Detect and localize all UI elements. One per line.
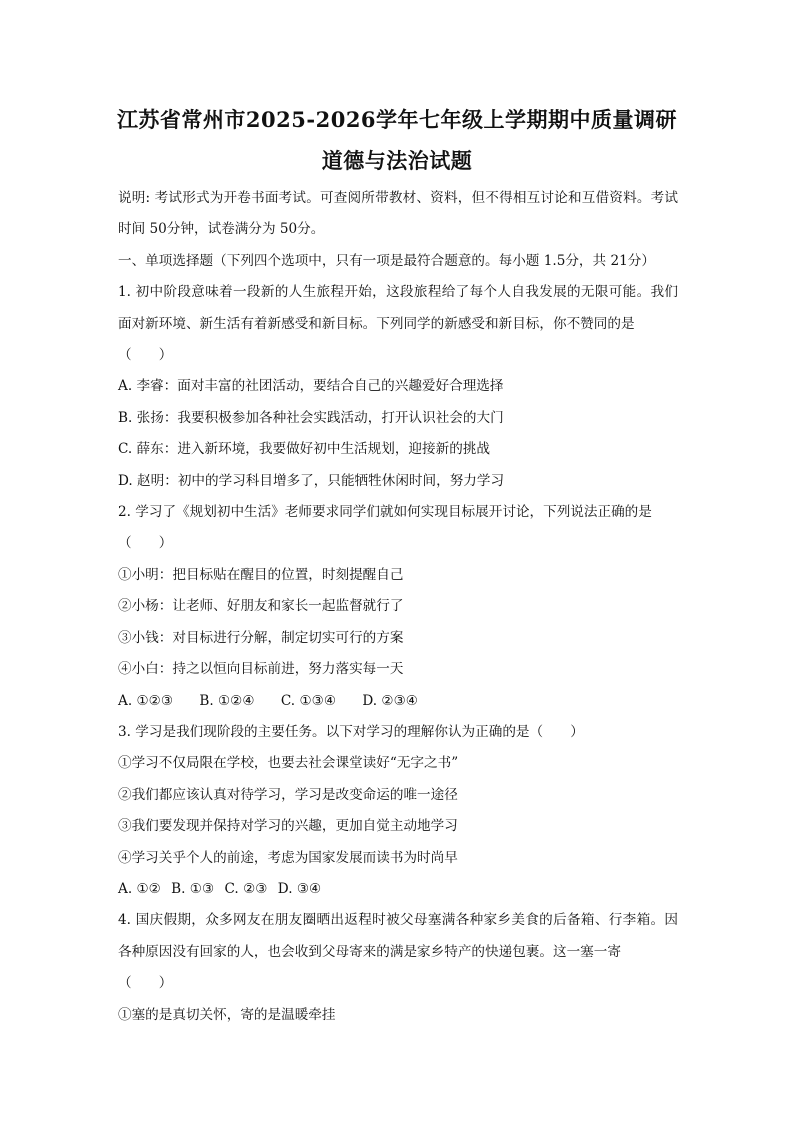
question-2-item: ④小白：持之以恒向目标前进，努力落实每一天: [118, 661, 404, 678]
question-3-choice-b: B. ①③: [171, 880, 215, 897]
question-2-choice-c: C. ①③④: [280, 692, 337, 709]
question-2-item: ②小杨：让老师、好朋友和家长一起监督就行了: [118, 598, 404, 615]
question-2-item: ①小明：把目标贴在醒目的位置，时刻提醒自己: [118, 566, 404, 583]
question-3-choices: [118, 874, 678, 905]
question-3-stem: 3. 学习是我们现阶段的主要任务。以下对学习的理解你认为正确的是（ ）: [118, 723, 584, 740]
exam-body: [118, 183, 678, 1031]
question-3-choice-a: A. ①②: [118, 880, 161, 897]
exam-subtitle: 道德与法治试题: [321, 148, 473, 173]
question-3-item: ①学习不仅局限在学校，也要去社会课堂读好“无字之书”: [118, 755, 459, 772]
question-4-item: ①塞的是真切关怀，寄的是温暖牵挂: [118, 1006, 336, 1023]
question-4-stem: 4. 国庆假期，众多网友在朋友圈晒出返程时被父母塞满各种家乡美食的后备箱、行李箱。因各种原因没有回家的人，也会收到父母寄来的满是家乡特产的快递包裹。这一塞一寄: [118, 912, 678, 960]
question-2-paren: （ ）: [118, 535, 173, 552]
question-3-item: ③我们要发现并保持对学习的兴趣，更加自觉主动地学习: [118, 818, 458, 835]
question-2-choices: [118, 686, 678, 717]
question-1-option-d: D. 赵明：初中的学习科目增多了，只能牺牲休闲时间，努力学习: [118, 472, 505, 489]
question-2-choice-b: B. ①②④: [199, 692, 255, 709]
question-2-item: ③小钱：对目标进行分解，制定切实可行的方案: [118, 629, 404, 646]
question-3-item: ④学习关乎个人的前途，考虑为国家发展而读书为时尚早: [118, 849, 458, 866]
question-2-choice-a: A. ①②③: [118, 692, 174, 709]
question-1-paren: （ ）: [118, 347, 173, 364]
question-1-option-a: A. 李睿：面对丰富的社团活动，要结合自己的兴趣爱好合理选择: [118, 378, 504, 395]
question-3-choice-c: C. ②③: [224, 880, 268, 897]
question-2-stem: 2. 学习了《规划初中生活》老师要求同学们就如何实现目标展开讨论，下列说法正确的是: [118, 504, 652, 521]
question-3-item: ②我们都应该认真对待学习，学习是改变命运的唯一途径: [118, 786, 458, 803]
question-1-stem: 1. 初中阶段意味着一段新的人生旅程开始，这段旅程给了每个人自我发展的无限可能。我们面对新环境、新生活有着新感受和新目标。下列同学的新感受和新目标，你不赞同的是: [118, 284, 678, 332]
question-4-paren: （ ）: [118, 975, 173, 992]
question-3-choice-d: D. ③④: [277, 880, 322, 897]
section-heading: 一、单项选择题（下列四个选项中，只有一项是最符合题意的。每小题 1.5分，共 21分）: [118, 252, 655, 269]
instructions: 说明: 考试形式为开卷书面考试。可查阅所带教材、资料，但不得相互讨论和互借资料。考试时间 50分钟，试卷满分为 50分。: [118, 190, 678, 238]
question-1-option-c: C. 薛东：进入新环境，我要做好初中生活规划，迎接新的挑战: [118, 441, 490, 458]
question-1-option-b: B. 张扬：我要积极参加各种社会实践活动，打开认识社会的大门: [118, 409, 504, 426]
question-2-choice-d: D. ②③④: [362, 692, 418, 709]
exam-title: 江苏省常州市2025-2026学年七年级上学期期中质量调研: [116, 107, 678, 132]
